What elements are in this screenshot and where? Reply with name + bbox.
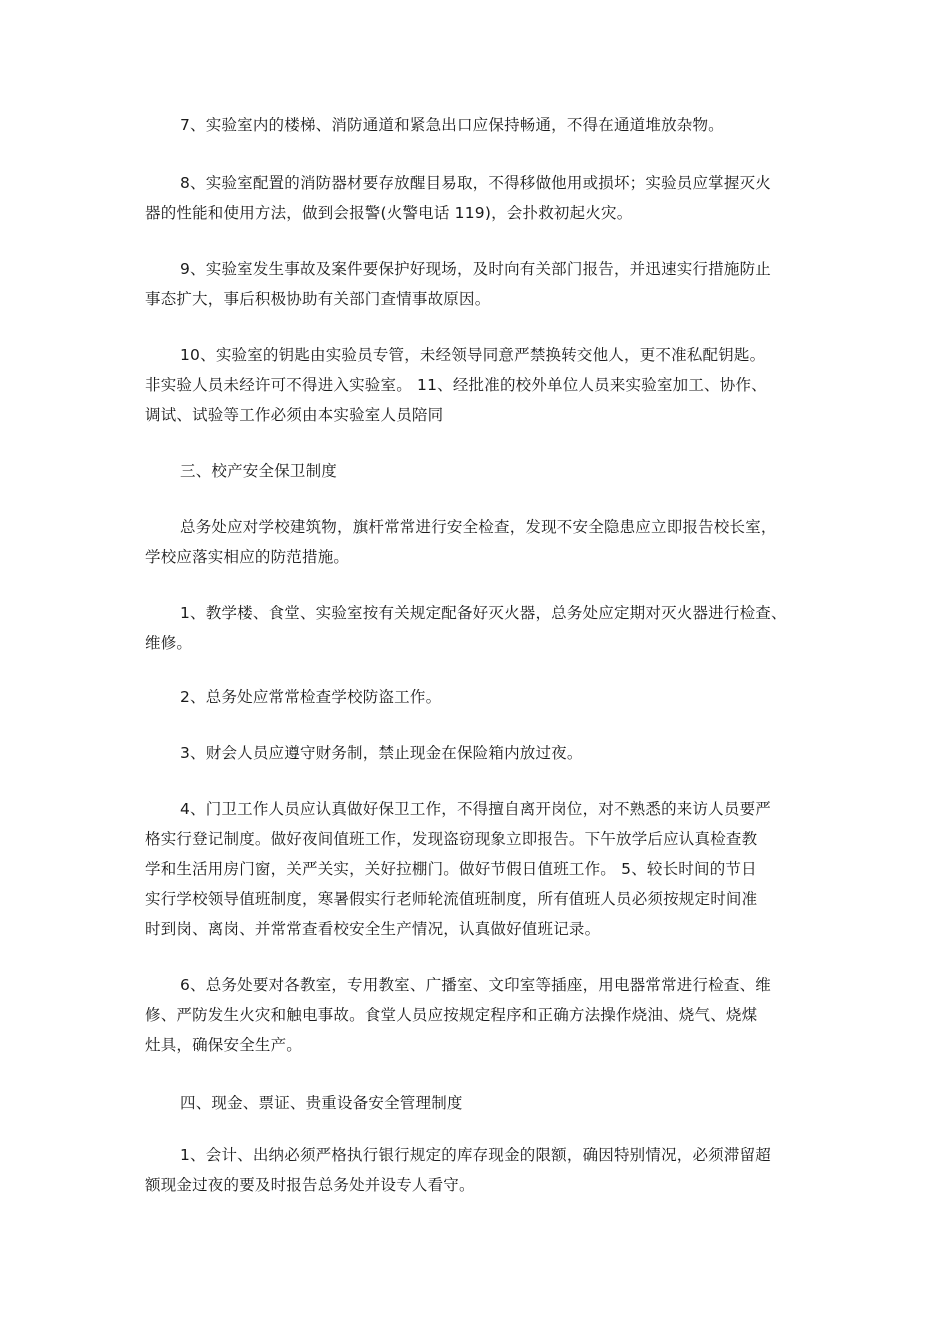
text-line: 灶具，确保安全生产。 bbox=[145, 1036, 303, 1054]
paragraph-general bbox=[145, 512, 825, 572]
paragraph-6 bbox=[145, 970, 825, 1060]
text-line: 学校应落实相应的防范措施。 bbox=[145, 548, 350, 566]
text-line: 7、实验室内的楼梯、消防通道和紧急出口应保持畅通，不得在通道堆放杂物。 bbox=[180, 116, 724, 134]
text-line: 调试、试验等工作必须由本实验室人员陪同 bbox=[145, 406, 444, 424]
paragraph-8 bbox=[145, 168, 825, 228]
text-line: 时到岗、离岗、并常常查看校安全生产情况，认真做好值班记录。 bbox=[145, 920, 601, 938]
text-line: 1、教学楼、食堂、实验室按有关规定配备好灭火器，总务处应定期对灭火器进行检查、 bbox=[180, 604, 787, 622]
text-line: 非实验人员未经许可不得进入实验室。 11、经批准的校外单位人员来实验室加工、协作、 bbox=[145, 376, 767, 394]
paragraph-10-11 bbox=[145, 340, 825, 430]
text-line: 修、严防发生火灾和触电事故。食堂人员应按规定程序和正确方法操作烧油、烧气、烧煤 bbox=[145, 1006, 758, 1024]
text-line: 事态扩大，事后积极协助有关部门查情事故原因。 bbox=[145, 290, 491, 308]
text-line: 维修。 bbox=[145, 634, 193, 652]
paragraph-2 bbox=[145, 682, 825, 712]
text-line: 器的性能和使用方法，做到会报警(火警电话 119)，会扑救初起火灾。 bbox=[145, 204, 633, 222]
text-line: 3、财会人员应遵守财务制，禁止现金在保险箱内放过夜。 bbox=[180, 744, 583, 762]
text-line: 9、实验室发生事故及案件要保护好现场，及时向有关部门报告，并迅速实行措施防止 bbox=[180, 260, 771, 278]
text-line: 1、会计、出纳必须严格执行银行规定的库存现金的限额，确因特别情况，必须滞留超 bbox=[180, 1146, 771, 1164]
paragraph-7 bbox=[145, 110, 825, 140]
text-line: 10、实验室的钥匙由实验员专管，未经领导同意严禁换转交他人，更不准私配钥匙。 bbox=[180, 346, 766, 364]
text-line: 总务处应对学校建筑物，旗杆常常进行安全检查，发现不安全隐患应立即报告校长室， bbox=[180, 518, 777, 536]
paragraph-1 bbox=[145, 598, 825, 658]
text-line: 6、总务处要对各教室，专用教室、广播室、文印室等插座，用电器常常进行检查、维 bbox=[180, 976, 771, 994]
text-line: 8、实验室配置的消防器材要存放醒目易取，不得移做他用或损坏；实验员应掌握灭火 bbox=[180, 174, 771, 192]
text-line: 4、门卫工作人员应认真做好保卫工作，不得擅自离开岗位，对不熟悉的来访人员要严 bbox=[180, 800, 771, 818]
text-line: 2、总务处应常常检查学校防盗工作。 bbox=[180, 688, 442, 706]
section-heading-3 bbox=[145, 456, 825, 486]
text-line: 实行学校领导值班制度，寒暑假实行老师轮流值班制度，所有值班人员必须按规定时间准 bbox=[145, 890, 758, 908]
paragraph-3 bbox=[145, 738, 825, 768]
paragraph-cash-1 bbox=[145, 1140, 825, 1200]
section-heading-4 bbox=[145, 1088, 825, 1118]
paragraph-4-5 bbox=[145, 794, 825, 944]
text-line: 格实行登记制度。做好夜间值班工作，发现盗窃现象立即报告。下午放学后应认真检查教 bbox=[145, 830, 758, 848]
text-line: 额现金过夜的要及时报告总务处并设专人看守。 bbox=[145, 1176, 475, 1194]
text-line: 三、校产安全保卫制度 bbox=[180, 462, 338, 480]
text-line: 四、现金、票证、贵重设备安全管理制度 bbox=[180, 1094, 463, 1112]
text-line: 学和生活用房门窗，关严关实，关好拉棚门。做好节假日值班工作。 5、较长时间的节日 bbox=[145, 860, 757, 878]
paragraph-9 bbox=[145, 254, 825, 314]
